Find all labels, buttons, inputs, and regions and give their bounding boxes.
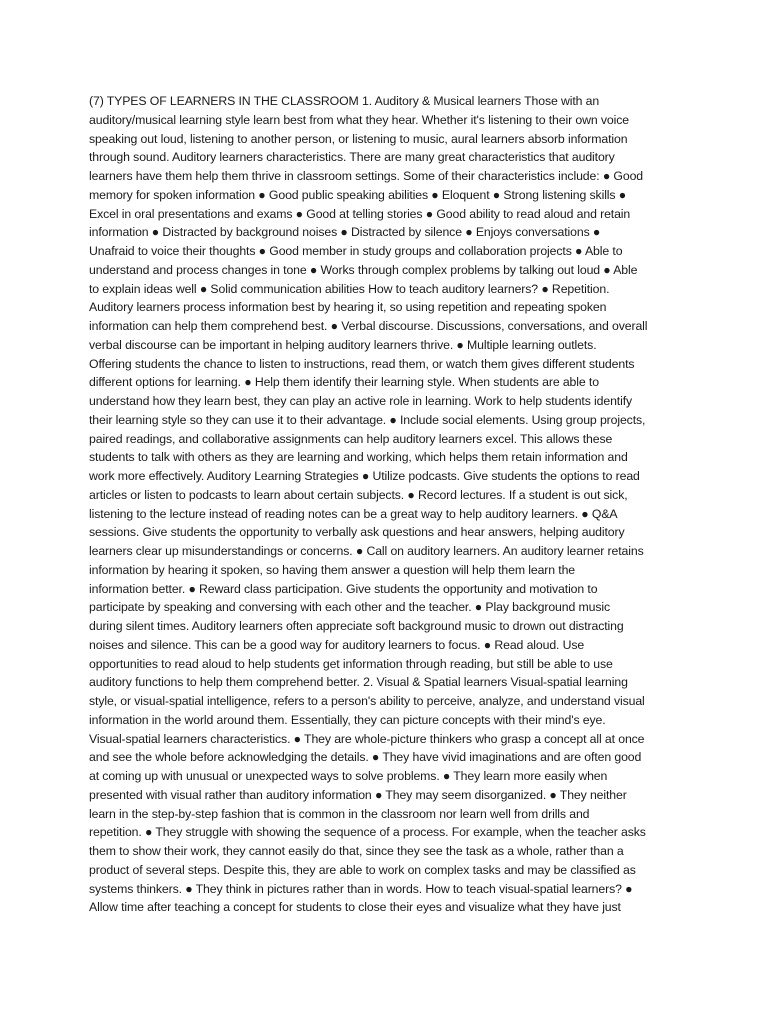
text-line: systems thinkers. ● They think in pictures rather than in words. How to teach visual-spatial learners? ●: [89, 881, 633, 896]
text-line: information in the world around them. Essentially, they can picture concepts with their mind's eye.: [89, 712, 606, 727]
text-line: speaking out loud, listening to another person, or listening to music, aural learners absorb information: [89, 131, 628, 146]
text-line: learn in the step-by-step fashion that is common in the classroom nor learn well from drills and: [89, 806, 590, 821]
text-line: information by hearing it spoken, so having them answer a question will help them learn the: [89, 562, 576, 577]
text-line: articles or listen to podcasts to learn about certain subjects. ● Record lectures. If a student is out sick,: [89, 487, 628, 502]
text-line: Offering students the chance to listen to instructions, read them, or watch them gives different students: [89, 356, 635, 371]
document-text: [89, 92, 685, 917]
text-line: (7) TYPES OF LEARNERS IN THE CLASSROOM 1. Auditory & Musical learners Those with an: [89, 94, 600, 108]
text-line: paired readings, and collaborative assignments can help auditory learners excel. This allows these: [89, 431, 613, 446]
text-line: auditory/musical learning style learn best from what they hear. Whether it's listening to their own voice: [89, 112, 629, 127]
text-line: different options for learning. ● Help them identify their learning style. When students are able to: [89, 375, 599, 390]
text-line: to explain ideas well ● Solid communication abilities How to teach auditory learners? ● Repetition.: [89, 281, 610, 296]
text-line: information ● Distracted by background noises ● Distracted by silence ● Enjoys conversations ●: [89, 225, 601, 240]
text-line: memory for spoken information ● Good public speaking abilities ● Eloquent ● Strong listening skills ●: [89, 187, 627, 202]
text-line: opportunities to read aloud to help students get information through reading, but still be able to use: [89, 656, 613, 671]
text-line: learners have them help them thrive in classroom settings. Some of their characteristics include: ● Good: [89, 169, 644, 183]
text-line: listening to the lecture instead of reading notes can be a great way to help auditory learners. ● Q&A: [89, 506, 618, 521]
text-line: style, or visual-spatial intelligence, refers to a person's ability to perceive, analyze, and understand visual: [89, 694, 645, 708]
text-line: repetition. ● They struggle with showing the sequence of a process. For example, when the teacher asks: [89, 825, 646, 840]
text-line: students to talk with others as they are learning and working, which helps them retain information and: [89, 450, 628, 465]
text-line: Unafraid to voice their thoughts ● Good member in study groups and collaboration projects ● Able to: [89, 244, 623, 258]
text-line: Auditory learners process information best by hearing it, so using repetition and repeating spoken: [89, 300, 607, 315]
text-line: information can help them comprehend best. ● Verbal discourse. Discussions, conversations, and overall: [89, 319, 648, 333]
text-line: sessions. Give students the opportunity to verbally ask questions and hear answers, helping auditory: [89, 525, 625, 540]
text-line: through sound. Auditory learners characteristics. There are many great characteristics that auditory: [89, 150, 615, 165]
text-line: participate by speaking and conversing with each other and the teacher. ● Play background music: [89, 600, 611, 615]
text-line: during silent times. Auditory learners often appreciate soft background music to drown out distracting: [89, 619, 624, 633]
text-line: understand how they learn best, they can play an active role in learning. Work to help students identify: [89, 394, 633, 408]
text-line: Visual-spatial learners characteristics. ● They are whole-picture thinkers who grasp a concept all at once: [89, 731, 645, 746]
text-line: Excel in oral presentations and exams ● Good at telling stories ● Good ability to read aloud and retain: [89, 206, 631, 221]
text-line: auditory functions to help them comprehend better. 2. Visual & Spatial learners Visual-spatial learning: [89, 675, 628, 690]
text-line: information better. ● Reward class participation. Give students the opportunity and motivation to: [89, 581, 598, 596]
text-line: learners clear up misunderstandings or concerns. ● Call on auditory learners. An auditory learner retains: [89, 544, 644, 558]
text-line: their learning style so they can use it to their advantage. ● Include social elements. Using group projects,: [89, 412, 646, 427]
text-line: at coming up with unusual or unexpected ways to solve problems. ● They learn more easily when: [89, 769, 608, 783]
text-line: noises and silence. This can be a good way for auditory learners to focus. ● Read aloud. Use: [89, 637, 585, 652]
text-line: work more effectively. Auditory Learning Strategies ● Utilize podcasts. Give students the options to read: [89, 469, 640, 483]
text-line: them to show their work, they cannot easily do that, since they see the task as a whole, rather than a: [89, 844, 624, 858]
text-line: and see the whole before acknowledging the details. ● They have vivid imaginations and are often good: [89, 750, 642, 765]
text-line: understand and process changes in tone ● Works through complex problems by talking out loud ● Able: [89, 262, 638, 277]
text-line: Allow time after teaching a concept for students to close their eyes and visualize what they have just: [89, 900, 621, 915]
text-line: presented with visual rather than auditory information ● They may seem disorganized. ● They neither: [89, 787, 627, 802]
text-line: product of several steps. Despite this, they are able to work on complex tasks and may be classified as: [89, 862, 636, 877]
text-line: verbal discourse can be important in helping auditory learners thrive. ● Multiple learning outlets.: [89, 337, 597, 352]
